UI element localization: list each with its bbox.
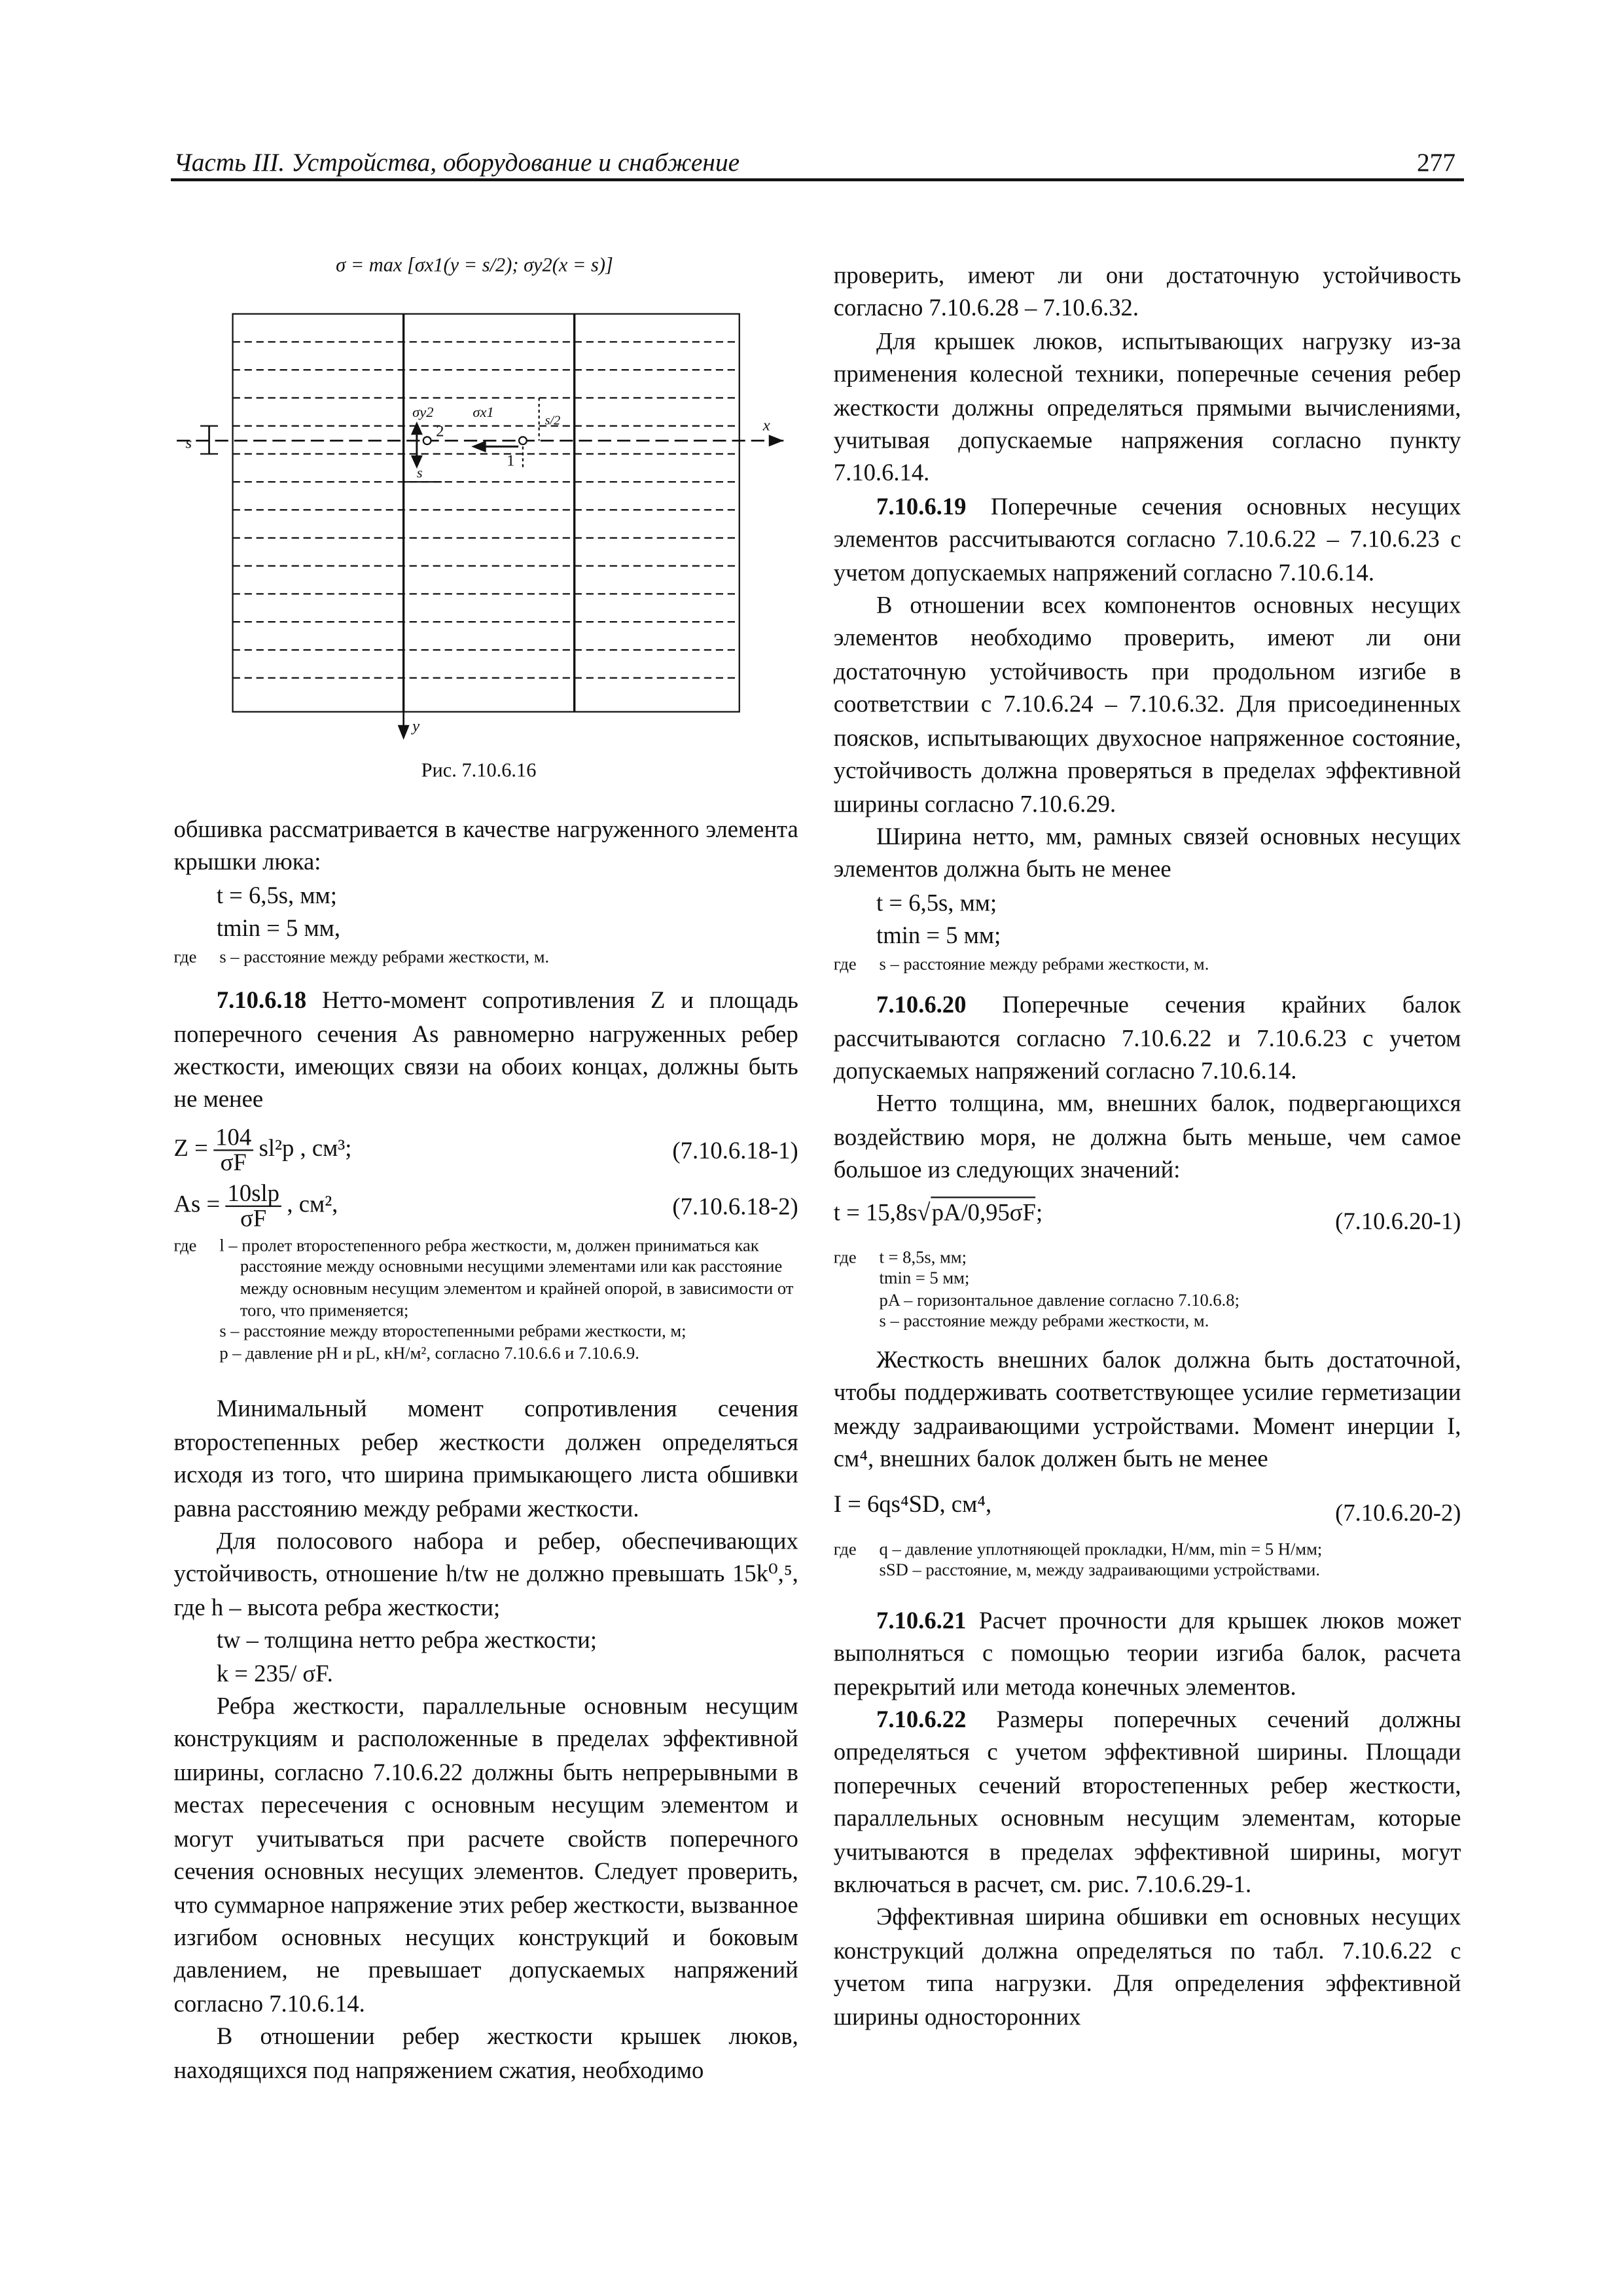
- left-where-2-p: p – давление pH и pL, кН/м², согласно 7.10.6.6 и 7.10.6.9.: [219, 1342, 639, 1363]
- figure-point-2-marker: [423, 437, 431, 444]
- left-p5: Ребра жесткости, параллельные основным несущим конструкциям и расположенные в пределах эффективной ширины, согласно 7.10.6.22 должны быть непрерывными в местах пересечения с основным несущим элементом и могут учитываться при расчете свойств поперечного сечения основных несущих элементов. Следует проверить, что суммарное напряжение этих ребер жесткости, вызванное изгибом основных несущих конструкций и боковым давлением, не превышает допускаемых напряжений согласно 7.10.6.14.: [173, 1691, 798, 2017]
- left-p1: обшивка рассматривается в качестве нагруженного элемента крышки люка:: [173, 815, 798, 876]
- running-header-title: Часть III. Устройства, оборудование и снабжение: [173, 147, 740, 177]
- right-p2: Для крышек люков, испытывающих нагрузку из-за применения колесной техники, поперечные сечения ребер жесткости должны определяться прямыми вычислениями, учитывая допускаемые напряжения согласно пункту 7.10.6.14.: [833, 327, 1461, 488]
- left-formula-tmin: tmin = 5 мм,: [216, 914, 341, 942]
- figure-label-s-left: s: [185, 434, 192, 452]
- left-equation-18-2: As = $\frac{\text{10slp}}{\sigma F}$ , см², (7.10.6.18-2): [173, 1178, 798, 1232]
- right-where-3: где q – давление уплотняющей прокладки, Н/мм, min = 5 Н/мм; sSD – расстояние, м, между задраивающими устройствами.: [833, 1537, 1323, 1581]
- right-section-number-22: 7.10.6.22: [876, 1705, 967, 1733]
- right-p5: Ширина нетто, мм, рамных связей основных несущих элементов должна быть не менее: [833, 822, 1461, 884]
- figure-label-sigma-x1: σx1: [473, 404, 494, 421]
- left-equation-18-1: Z = $\frac{104}{\sigma F}$ sl²p , см³; (7.10.6.18-1): [173, 1122, 798, 1176]
- left-section-number-18: 7.10.6.18: [216, 986, 307, 1014]
- right-section-7-10-6-20: 7.10.6.20 Поперечные сечения крайних балок рассчитываются согласно 7.10.6.22 и 7.10.6.23 с учетом допускаемых напряжений согласно 7.10.6.14.: [833, 990, 1461, 1085]
- left-where-1-s: s – расстояние между ребрами жесткости, м.: [219, 945, 550, 967]
- figure-y-arrow: [398, 725, 410, 740]
- right-where-2: где t = 8,5s, мм; tmin = 5 мм; pA – горизонтальное давление согласно 7.10.6.8; s – расстояние между ребрами жесткости, м.: [833, 1246, 1240, 1331]
- figure-x-arrow: [769, 435, 784, 446]
- right-formula-t: t = 6,5s, мм;: [876, 888, 997, 916]
- left-where-1: [174, 946, 798, 967]
- left-p6: В отношении ребер жесткости крышек люков, находящихся под напряжением сжатия, необходимо: [173, 2022, 798, 2083]
- right-p7: Нетто толщина, мм, внешних балок, подвергающихся воздействию моря, не должна быть меньше, чем самое большое из следующих значений:: [833, 1089, 1461, 1184]
- right-section-number-20: 7.10.6.20: [876, 990, 967, 1019]
- left-where-2-s: s – расстояние между второстепенными ребрами жесткости, м;: [219, 1320, 687, 1342]
- figure-caption: Рис. 7.10.6.16: [421, 759, 537, 781]
- right-p11: Эффективная ширина обшивки em основных несущих конструкций должна определяться по табл. 7.10.6.22 с учетом типа нагрузки. Для определения эффективной ширины односторонних: [833, 1903, 1461, 2030]
- left-section-18-text: Нетто-момент сопротивления Z и площадь поперечного сечения As равномерно нагруженных ребер жесткости, имеющих связи на обоих концах, должны быть не менее: [173, 986, 798, 1113]
- right-p4: В отношении всех компонентов основных несущих элементов необходимо проверить, имеют ли они достаточную устойчивость при продольном изгибе в соответствии с 7.10.6.24 – 7.10.6.32. Для присоединенных поясков, испытывающих двухосное напряженное состояние, устойчивость должна проверяться в пределах эффективной ширины согласно 7.10.6.29.: [833, 591, 1461, 817]
- figure-label-sigma-y2: σy2: [412, 404, 434, 421]
- right-where-1: где s – расстояние между ребрами жесткости, м.: [833, 952, 1209, 974]
- figure-stiffener-lines: [233, 342, 740, 677]
- left-where-2: [174, 1234, 798, 1363]
- equation-number-18-2: (7.10.6.18-2): [672, 1192, 798, 1220]
- figure-label-y: y: [412, 717, 420, 735]
- page-number: 277: [1416, 147, 1456, 177]
- right-section-7-10-6-19: 7.10.6.19 Поперечные сечения основных несущих элементов рассчитываются согласно 7.10.6.22 – 7.10.6.23 с учетом допускаемых напряжений согласно 7.10.6.14.: [833, 492, 1461, 586]
- figure-label-s-bottom: s: [416, 464, 423, 481]
- right-equation-20-1: t = 15,8s√ pA/0,95σF; (7.10.6.20-1): [834, 1196, 1461, 1246]
- figure-outer-frame: [233, 314, 740, 712]
- left-formula-t: t = 6,5s, мм;: [216, 881, 337, 909]
- left-where-1-label: где: [173, 945, 197, 967]
- figure-label-point-2: 2: [436, 422, 444, 440]
- right-section-number-21: 7.10.6.21: [876, 1605, 967, 1634]
- right-section-7-10-6-21: 7.10.6.21 Расчет прочности для крышек люков может выполняться с помощью теории изгиба балок, расчета перекрытий или метода конечных элементов.: [833, 1605, 1461, 1700]
- equation-number-18-1: (7.10.6.18-1): [672, 1136, 798, 1164]
- right-p8: Жесткость внешних балок должна быть достаточной, чтобы поддерживать соответствующее усилие герметизации между задраивающими устройствами. Момент инерции I, см⁴, внешних балок должен быть не менее: [833, 1345, 1461, 1473]
- figure-label-s-half: s/2: [544, 413, 561, 428]
- right-column: [834, 259, 1461, 2034]
- right-section-number-19: 7.10.6.19: [876, 492, 967, 520]
- figure-point-1-marker: [519, 437, 527, 444]
- left-where-2-label: где: [173, 1234, 197, 1256]
- figure-sigma-y2-arrow-up: [411, 422, 423, 435]
- right-formula-tmin: tmin = 5 мм;: [876, 921, 1001, 950]
- left-p3: Минимальный момент сопротивления сечения второстепенных ребер жесткости должен определяться исходя из того, что ширина примыкающего листа обшивки равна расстоянию между ребрами жесткости.: [173, 1394, 798, 1522]
- figure-grid-diagram: [177, 295, 795, 751]
- equation-number-20-2: (7.10.6.20-2): [1335, 1498, 1461, 1526]
- figure-label-x: x: [762, 416, 770, 435]
- left-column: [174, 814, 798, 2087]
- figure-sigma-x1-arrow: [471, 440, 486, 452]
- left-where-2-l: l – пролет второстепенного ребра жесткости, м, должен приниматься как расстояние между основными несущими элементами или как расстояние между основным несущим элементом и крайней опорой, в зависимости от того, что применяется;: [219, 1234, 794, 1320]
- figure-label-point-1: 1: [507, 452, 515, 470]
- left-p4-k: k = 235/ σF.: [216, 1659, 333, 1687]
- left-p4-tw: tw – толщина нетто ребра жесткости;: [216, 1626, 597, 1654]
- right-equation-20-2: I = 6qs⁴SD, см⁴, (7.10.6.20-2): [834, 1488, 1461, 1538]
- right-section-7-10-6-22: 7.10.6.22 Размеры поперечных сечений должны определяться с учетом эффективной ширины. Площади поперечных сечений второстепенных ребер жесткости, параллельных основным несущим элементам, которые учитываются в пределах эффективной ширины, могут включаться в расчет, см. рис. 7.10.6.29-1.: [833, 1705, 1461, 1899]
- figure-top-formula: σ = max [σx1(y = s/2); σy2(x = s)]: [336, 253, 613, 276]
- equation-number-20-1: (7.10.6.20-1): [1335, 1206, 1461, 1234]
- right-p1: проверить, имеют ли они достаточную устойчивость согласно 7.10.6.28 – 7.10.6.32.: [833, 260, 1461, 322]
- left-section-7-10-6-18: [174, 985, 798, 1117]
- left-p4: Для полосового набора и ребер, обеспечивающих устойчивость, отношение h/tw не должно превышать 15k⁰,⁵, где h – высота ребра жесткости;: [173, 1526, 798, 1621]
- header-rule: [171, 178, 1464, 181]
